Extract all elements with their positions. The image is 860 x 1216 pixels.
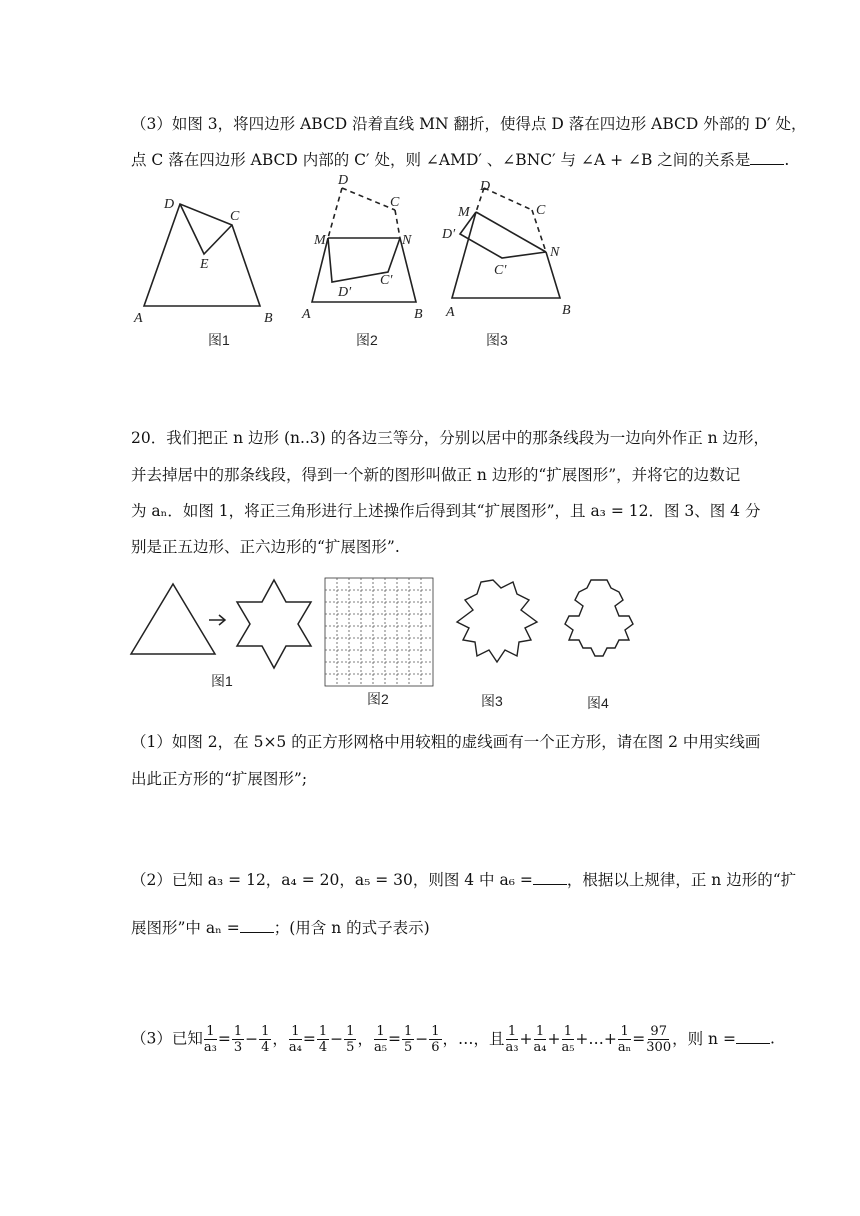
fraction: $\frac{1}{5}$ xyxy=(346,1024,355,1055)
answer-blank[interactable] xyxy=(750,148,784,165)
expr-symbol: + xyxy=(547,1029,561,1048)
svg-text:A: A xyxy=(302,307,311,322)
expr-symbol: = xyxy=(217,1029,231,1048)
expr-symbol: + xyxy=(519,1029,533,1048)
fraction: $\frac{1}{4}$ xyxy=(261,1024,270,1055)
expr-symbol: ， xyxy=(357,1029,373,1048)
expr-symbol: = xyxy=(387,1029,401,1048)
caption-fig3-top: 图3 xyxy=(486,332,508,348)
sub3-line: （3）已知 $\frac{1}{\text{a₃}}$ = $\frac{1}{3}$ − $\frac{1}{4}$ ， $\frac{1}{\text{a₄}}$ = $\frac{1}{4}$ − $\frac{1}{5}$ ， $\frac{1}{\text{a₅}}$ = $\frac{1}{5}$ − $\frac{1}{6}$ ，…，且 $\frac{1}{\text{a₃}}$ + $\frac{1}{\text{a₄}}$ + $\frac{1}{\text{a₅}}$ +…+ $\frac{1}{\text{aₙ}}$ = $\frac{97}{300}$ ，则 n = . xyxy=(131,1024,775,1055)
answer-blank-an[interactable] xyxy=(240,916,274,933)
q20-line-4: 别是正五边形、正六边形的“扩展图形”. xyxy=(131,538,400,556)
q3-text-line-1: （3）如图 3，将四边形 ABCD 沿着直线 MN 翻折，使得点 D 落在四边形 ABCD 外部的 D′ 处， xyxy=(131,115,807,133)
fraction: $\frac{1}{5}$ xyxy=(403,1024,413,1055)
q3-text-line-2-body: 点 C 落在四边形 ABCD 内部的 C′ 处，则 ∠AMD′ 、∠BNC′ 与 ∠A + ∠B 之间的关系是 xyxy=(131,151,751,169)
fig4-hexagon-extended xyxy=(565,580,633,656)
expr-symbol: = xyxy=(632,1029,646,1048)
svg-text:B: B xyxy=(414,307,423,322)
fraction: $\frac{1}{\text{a₅}}$ xyxy=(561,1024,575,1055)
expr-symbol: ，则 n = xyxy=(672,1029,736,1048)
sub2-line-1: （2）已知 a₃ = 12，a₄ = 20，a₅ = 30，则图 4 中 a₆ = ，根据以上规律，正 n 边形的“扩 xyxy=(131,868,796,891)
q20-line-2: 并去掉居中的那条线段，得到一个新的图形叫做正 n 边形的“扩展图形”，并将它的边数记 xyxy=(131,466,741,484)
svg-text:C: C xyxy=(536,203,546,218)
expr-symbol: − xyxy=(245,1029,259,1048)
caption-fig1-bottom: 图1 xyxy=(211,673,233,689)
svg-text:B: B xyxy=(264,311,273,326)
q20-line-1: 20．我们把正 n 边形 (n..3) 的各边三等分，分别以居中的那条线段为一边向外作正 n 边形， xyxy=(131,429,770,447)
sub1-line-2: 出此正方形的“扩展图形”; xyxy=(131,770,308,788)
svg-text:A: A xyxy=(446,305,455,320)
fraction: $\frac{1}{3}$ xyxy=(233,1024,243,1055)
caption-fig1-top: 图1 xyxy=(208,332,230,348)
svg-text:D: D xyxy=(338,173,349,188)
fraction: $\frac{1}{\text{a₃}}$ xyxy=(505,1024,519,1055)
bottom-figure-group xyxy=(125,570,665,715)
fig1-triangle xyxy=(131,584,215,654)
svg-text:B: B xyxy=(562,303,571,318)
caption-fig3-bottom: 图3 xyxy=(481,693,503,709)
fig2-grid xyxy=(325,578,433,686)
fig3-pentagon-extended xyxy=(457,580,537,662)
fraction: $\frac{1}{6}$ xyxy=(431,1024,440,1055)
svg-text:M: M xyxy=(314,233,326,248)
fig1-fold-lines xyxy=(180,204,232,254)
top-figure-group xyxy=(120,170,600,355)
fraction: $\frac{1}{\text{aₙ}}$ xyxy=(617,1024,632,1055)
fraction: $\frac{1}{\text{a₄}}$ xyxy=(533,1024,547,1055)
q3-text-line-2: 点 C 落在四边形 ABCD 内部的 C′ 处，则 ∠AMD′ 、∠BNC′ 与 ∠A + ∠B 之间的关系是 . xyxy=(131,148,789,171)
svg-text:D′: D′ xyxy=(338,285,352,300)
svg-text:N: N xyxy=(550,245,560,260)
sub1-line-1: （1）如图 2，在 5×5 的正方形网格中用较粗的虚线画有一个正方形，请在图 2 中用实线画 xyxy=(131,733,761,751)
svg-text:C′: C′ xyxy=(380,273,393,288)
svg-text:D: D xyxy=(480,179,491,194)
expr-symbol: ，…，且 xyxy=(442,1029,505,1048)
fig3-outline xyxy=(452,212,560,298)
caption-fig4-bottom: 图4 xyxy=(587,695,609,711)
fig1-quadrilateral xyxy=(144,204,260,306)
fraction: $\frac{1}{\text{a₅}}$ xyxy=(373,1024,387,1055)
svg-text:D′: D′ xyxy=(442,227,456,242)
expr-symbol: − xyxy=(415,1029,429,1048)
caption-fig2-bottom: 图2 xyxy=(367,691,389,707)
sub2-line-2: 展图形”中 aₙ = ；(用含 n 的式子表示) xyxy=(131,916,430,939)
svg-text:E: E xyxy=(200,257,209,272)
svg-text:C: C xyxy=(230,209,240,224)
q20-line-3: 为 aₙ．如图 1，将正三角形进行上述操作后得到其“扩展图形”，且 a₃ = 12．图 3、图 4 分 xyxy=(131,502,761,520)
svg-text:C: C xyxy=(390,195,400,210)
svg-text:N: N xyxy=(402,233,412,248)
svg-text:A: A xyxy=(134,311,143,326)
fig1-hexagram xyxy=(237,580,311,668)
expr-symbol: = xyxy=(302,1029,316,1048)
expr-symbol: ， xyxy=(272,1029,288,1048)
fraction: $\frac{97}{300}$ xyxy=(646,1024,672,1055)
expr-symbol: − xyxy=(330,1029,344,1048)
label-D-fig1: D xyxy=(164,197,175,212)
svg-text:C′: C′ xyxy=(494,263,507,278)
answer-blank-n[interactable] xyxy=(736,1027,770,1044)
fraction: $\frac{1}{4}$ xyxy=(318,1024,328,1055)
caption-fig2-top: 图2 xyxy=(356,332,378,348)
expr-symbol: +…+ xyxy=(575,1029,617,1048)
svg-text:M: M xyxy=(458,205,470,220)
fig2-outline xyxy=(312,238,416,302)
answer-blank-a6[interactable] xyxy=(533,868,567,885)
fraction: $\frac{1}{\text{a₃}}$ xyxy=(203,1024,217,1055)
fraction: $\frac{1}{\text{a₄}}$ xyxy=(288,1024,302,1055)
